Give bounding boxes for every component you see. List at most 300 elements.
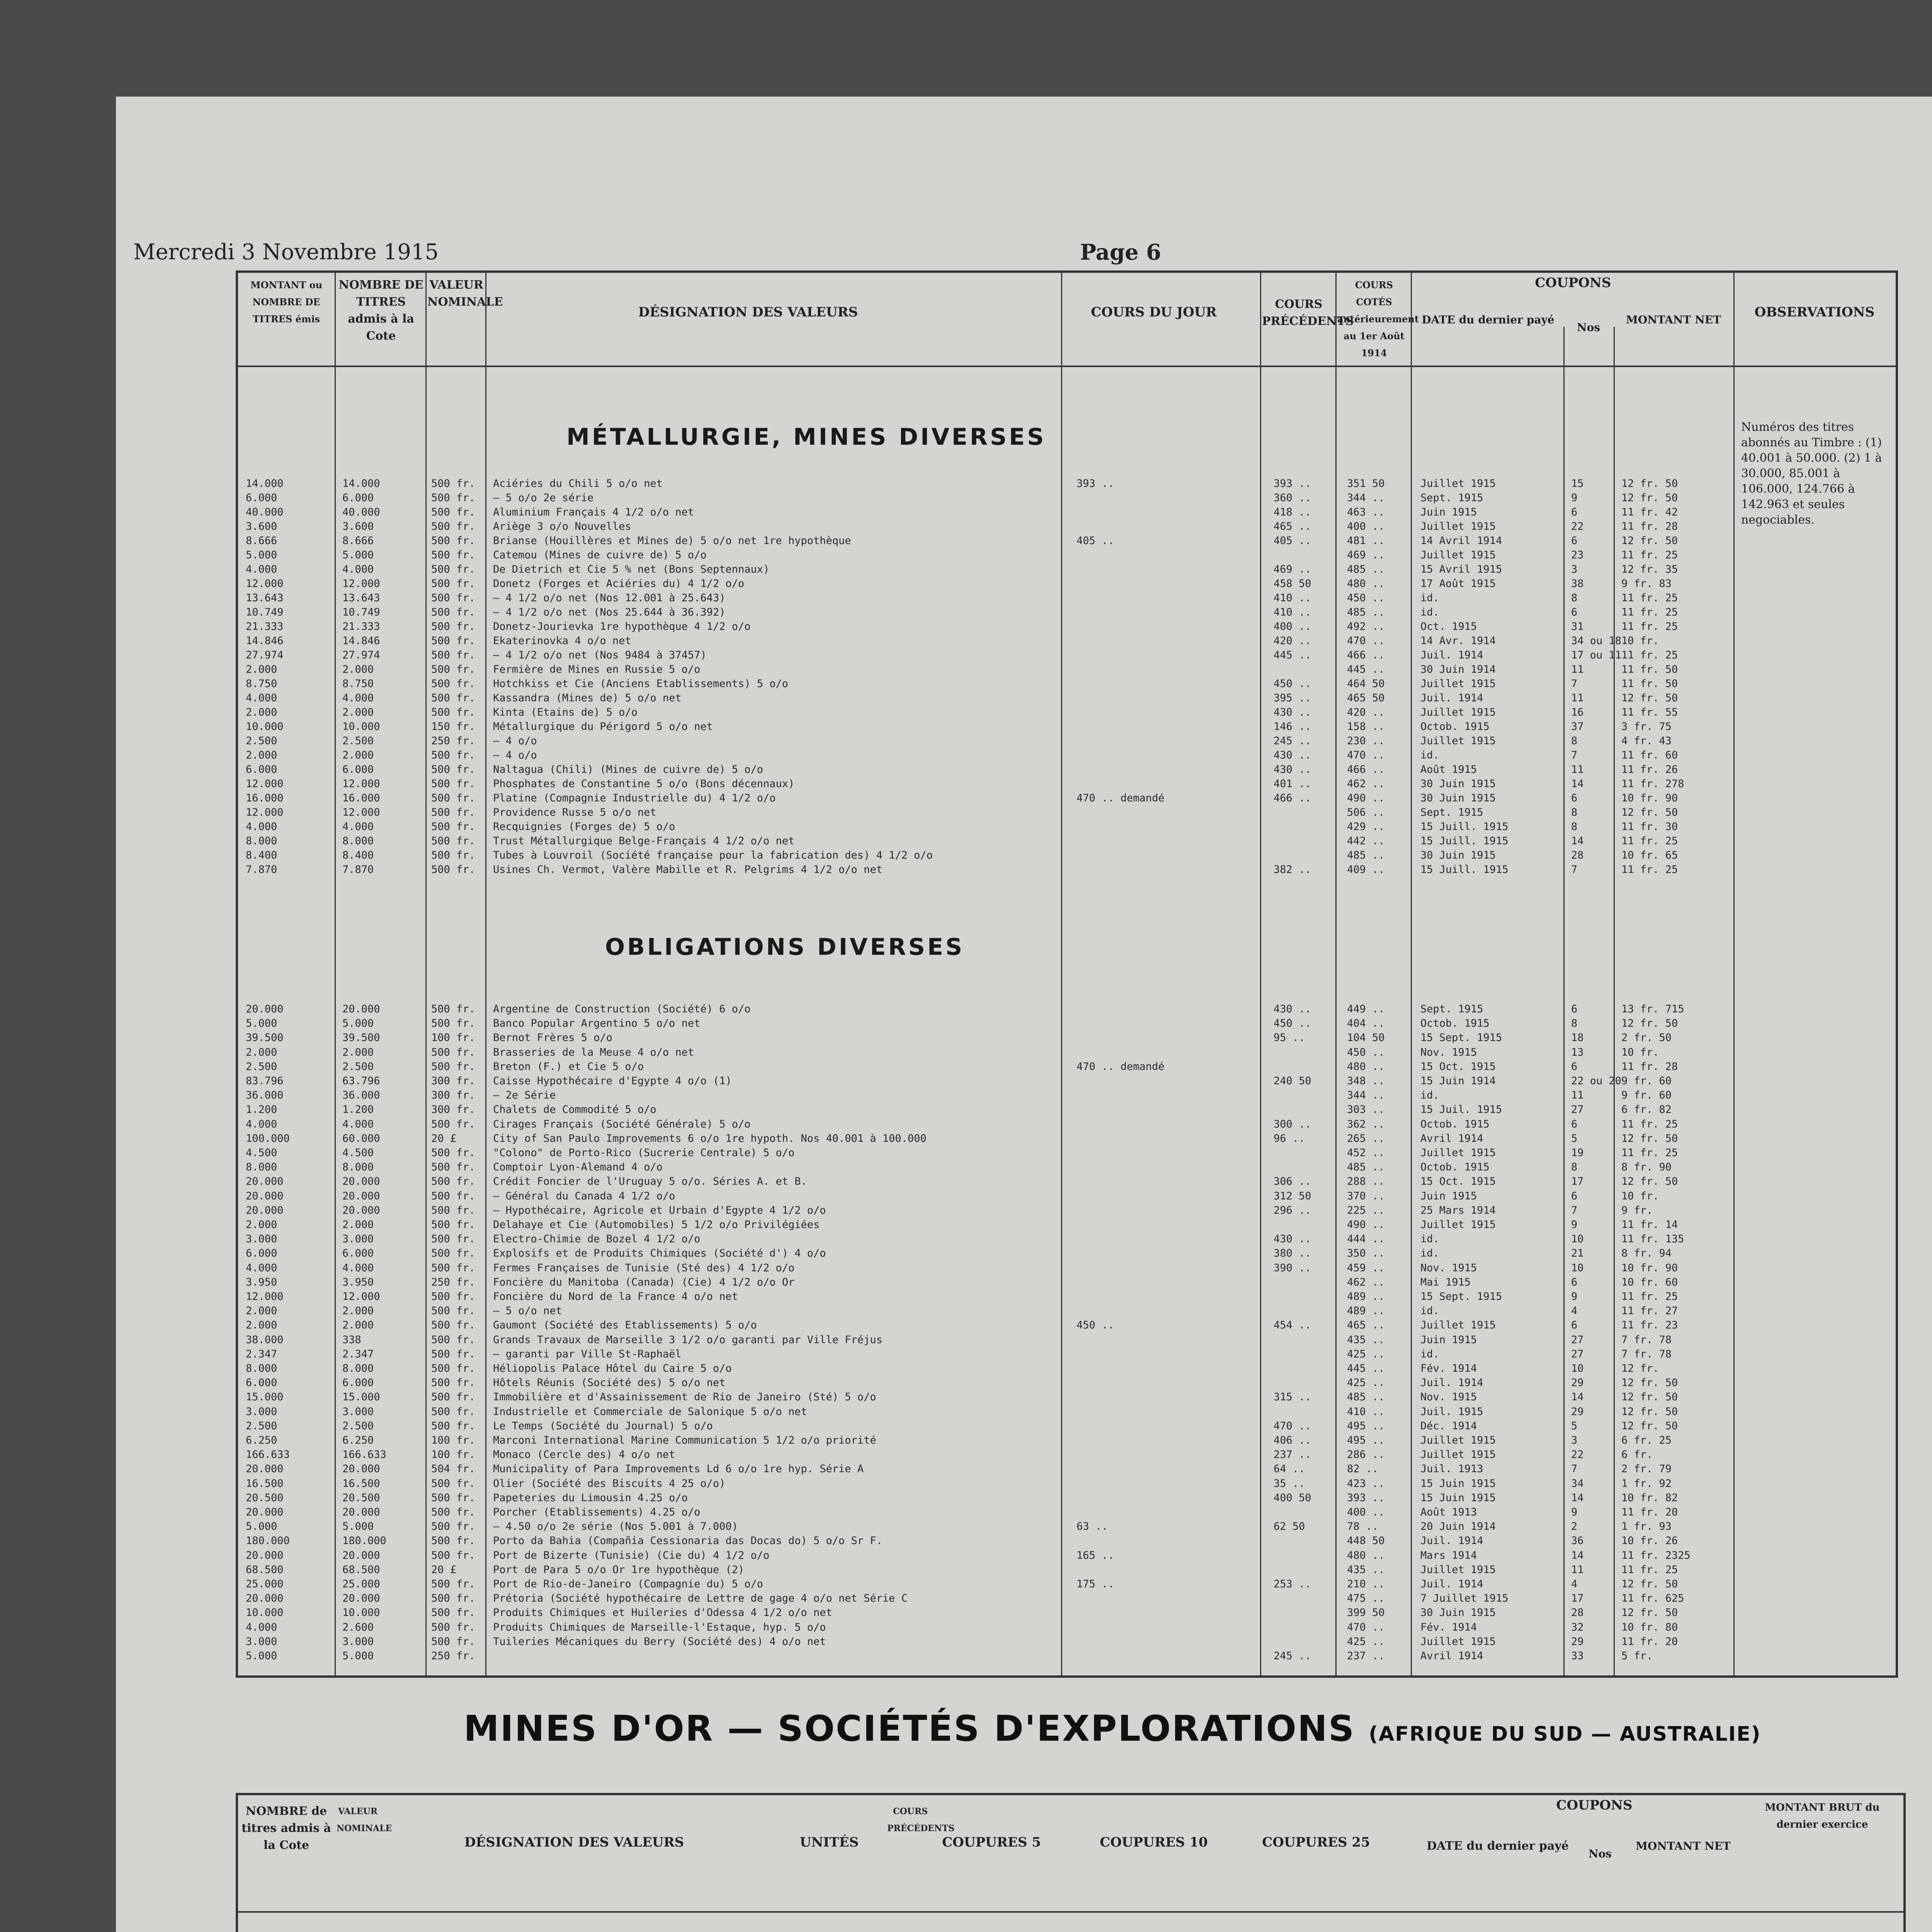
cell-designation: Papeteries du Limousin 4.25 o/o (493, 1492, 688, 1504)
cell-montant: 38.000 (246, 1333, 284, 1346)
cell-montant-net: 12 fr. 50 (1621, 692, 1678, 704)
cell-cours-1914: 470 .. (1347, 1621, 1385, 1633)
cell-montant-net: 12 fr. 50 (1621, 1578, 1678, 1590)
cell-designation: Brasseries de la Meuse 4 o/o net (493, 1046, 694, 1058)
cell-valeur: 500 fr. (431, 663, 475, 675)
cell-valeur: 500 fr. (431, 1060, 475, 1073)
cell-nombre: 20.500 (342, 1492, 380, 1504)
cell-valeur: 500 fr. (431, 1175, 475, 1188)
cell-numero: 33 (1571, 1650, 1584, 1662)
cell-designation: Foncière du Manitoba (Canada) (Cie) 4 1/2 o/o Or (493, 1276, 795, 1288)
cell-date: 15 Sept. 1915 (1420, 1032, 1502, 1044)
cell-cours-precedents: 450 .. (1274, 1017, 1311, 1030)
column-divider (1335, 273, 1337, 1675)
cell-date: Octob. 1915 (1420, 1017, 1490, 1030)
column-divider (335, 273, 336, 1675)
cell-montant-net: 1 fr. 93 (1621, 1520, 1672, 1533)
cell-nombre: 8.000 (342, 835, 374, 847)
cell-nombre: 60.000 (342, 1132, 380, 1145)
cell-numero: 9 (1571, 1219, 1578, 1231)
cell-cours-1914: 490 .. (1347, 1219, 1385, 1231)
cell-cours-1914: 429 .. (1347, 821, 1385, 833)
page-number: Page 6 (1080, 240, 1162, 265)
cell-nombre: 16.500 (342, 1477, 380, 1490)
cell-numero: 14 (1571, 1549, 1584, 1561)
cell-cours-precedents: 296 .. (1274, 1204, 1311, 1216)
cell-date: 15 Oct. 1915 (1420, 1060, 1496, 1073)
cell-valeur: 300 fr. (431, 1104, 475, 1116)
cell-numero: 31 (1571, 621, 1584, 633)
cell-designation: Monaco (Cercle des) 4 o/o net (493, 1449, 675, 1461)
cell-date: Juin 1915 (1420, 1333, 1477, 1346)
cell-date: id. (1420, 606, 1439, 618)
cell-nombre: 40.000 (342, 506, 380, 518)
cell-montant-net: 12 fr. 50 (1621, 1377, 1678, 1389)
cell-montant: 2.000 (246, 1319, 277, 1332)
cell-numero: 17 (1571, 1592, 1584, 1605)
cell-montant: 4.000 (246, 692, 277, 704)
cell-cours-1914: 444 .. (1347, 1233, 1385, 1245)
cell-valeur: 500 fr. (431, 1319, 475, 1332)
cell-date: Juillet 1915 (1420, 1219, 1496, 1231)
cell-montant-net: 7 fr. 78 (1621, 1348, 1672, 1360)
cell-cours-1914: 435 .. (1347, 1563, 1385, 1576)
cell-cours-1914: 404 .. (1347, 1017, 1385, 1030)
cell-cours-1914: 485 .. (1347, 849, 1385, 861)
cell-montant-net: 11 fr. 20 (1621, 1635, 1678, 1648)
cell-cours-jour: 405 .. (1077, 535, 1114, 547)
cell-montant: 12.000 (246, 778, 284, 790)
cell-montant-net: 10 fr. 26 (1621, 1535, 1678, 1547)
cell-date: Juillet 1915 (1420, 1449, 1496, 1461)
cell-date: Octob. 1915 (1420, 1118, 1490, 1130)
cell-montant-net: 12 fr. 50 (1621, 1607, 1678, 1619)
cell-montant: 13.643 (246, 592, 284, 604)
cell-cours-jour: 393 .. (1077, 478, 1114, 490)
cell-montant: 6.000 (246, 492, 277, 504)
cell-date: Fév. 1914 (1420, 1362, 1477, 1374)
cell-date: 30 Juin 1915 (1420, 849, 1496, 861)
cell-nombre: 3.000 (342, 1405, 374, 1418)
cell-montant-net: 10 fr. 90 (1621, 792, 1678, 804)
cell-designation: Argentine de Construction (Société) 6 o/o (493, 1003, 751, 1015)
cell-valeur: 504 fr. (431, 1463, 475, 1475)
cell-cours-precedents: 312 50 (1274, 1190, 1311, 1202)
cell-valeur: 500 fr. (431, 492, 475, 504)
cell-montant: 2.000 (246, 1046, 277, 1058)
cell-numero: 14 (1571, 1391, 1584, 1403)
cell-cours-1914: 485 .. (1347, 1391, 1385, 1403)
cell-cours-1914: 475 .. (1347, 1592, 1385, 1605)
cell-designation: Ekaterinovka 4 o/o net (493, 635, 631, 647)
cell-date: Juillet 1915 (1420, 1434, 1496, 1446)
cell-valeur: 250 fr. (431, 1276, 475, 1288)
cell-numero: 5 (1571, 1132, 1578, 1145)
cell-cours-precedents: 465 .. (1274, 520, 1311, 532)
cell-valeur: 500 fr. (431, 1578, 475, 1590)
cell-numero: 10 (1571, 1362, 1584, 1374)
cell-date: Nov. 1915 (1420, 1262, 1477, 1274)
cell-cours-precedents: 390 .. (1274, 1262, 1311, 1274)
cell-numero: 9 (1571, 1506, 1578, 1518)
cell-montant: 20.000 (246, 1549, 284, 1561)
cell-montant: 8.000 (246, 1362, 277, 1374)
cell-designation: Breton (F.) et Cie 5 o/o (493, 1060, 644, 1073)
cell-cours-precedents: 430 .. (1274, 749, 1311, 761)
cell-date: id. (1420, 1305, 1439, 1317)
cell-montant-net: 12 fr. (1621, 1362, 1659, 1374)
cell-cours-precedents: 418 .. (1274, 506, 1311, 518)
cell-montant: 20.000 (246, 1204, 284, 1216)
cell-nombre: 6.000 (342, 1247, 374, 1260)
cell-designation: Naltagua (Chili) (Mines de cuivre de) 5 o/o (493, 764, 763, 776)
cell-designation: Kinta (Etains de) 5 o/o (493, 706, 638, 718)
cell-montant-net: 1 fr. 92 (1621, 1477, 1672, 1490)
column-divider (1733, 273, 1735, 1675)
cell-valeur: 500 fr. (431, 678, 475, 690)
cell-montant-net: 11 fr. 25 (1621, 1291, 1678, 1303)
cell-designation: Aciéries du Chili 5 o/o net (493, 478, 663, 490)
cell-montant: 83.796 (246, 1075, 284, 1087)
cell-nombre: 2.000 (342, 1319, 374, 1332)
cell-numero: 11 (1571, 1563, 1584, 1576)
cell-montant: 2.000 (246, 706, 277, 718)
cell-montant-net: 10 fr. 90 (1621, 1262, 1678, 1274)
cell-montant: 3.000 (246, 1233, 277, 1245)
cell-valeur: 20 £ (431, 1132, 457, 1145)
cell-cours-1914: 466 .. (1347, 649, 1385, 661)
cell-nombre: 14.000 (342, 478, 380, 490)
cell-numero: 8 (1571, 592, 1578, 604)
cell-cours-1914: 348 .. (1347, 1075, 1385, 1087)
cell-date: Nov. 1915 (1420, 1391, 1477, 1403)
cell-valeur: 500 fr. (431, 806, 475, 818)
cell-designation: Grands Travaux de Marseille 3 1/2 o/o garanti par Ville Fréjus (493, 1333, 883, 1346)
cell-montant-net: 12 fr. 50 (1621, 1132, 1678, 1145)
cell-montant-net: 10 fr. 65 (1621, 849, 1678, 861)
cell-designation: Recquignies (Forges de) 5 o/o (493, 821, 675, 833)
cell-date: id. (1420, 592, 1439, 604)
cell-nombre: 3.950 (342, 1276, 374, 1288)
cell-nombre: 36.000 (342, 1089, 380, 1102)
cell-designation: Explosifs et de Produits Chimiques (Société d') 4 o/o (493, 1247, 826, 1260)
cell-montant: 20.000 (246, 1592, 284, 1605)
table-header (238, 1795, 1903, 1913)
cell-montant: 8.000 (246, 1161, 277, 1173)
cell-cours-1914: 400 .. (1347, 1506, 1385, 1518)
cell-montant-net: 7 fr. 78 (1621, 1333, 1672, 1346)
cell-cours-1914: 480 .. (1347, 578, 1385, 590)
cell-cours-precedents: 405 .. (1274, 535, 1311, 547)
cell-date: Oct. 1915 (1420, 621, 1477, 633)
column-divider (1061, 273, 1062, 1675)
cell-numero: 4 (1571, 1305, 1578, 1317)
cell-date: Octob. 1915 (1420, 721, 1490, 733)
cell-designation: Electro-Chimie de Bozel 4 1/2 o/o (493, 1233, 701, 1245)
cell-nombre: 20.000 (342, 1204, 380, 1216)
cell-cours-1914: 490 .. (1347, 792, 1385, 804)
cell-valeur: 500 fr. (431, 649, 475, 661)
cell-numero: 7 (1571, 1204, 1578, 1216)
cell-cours-1914: 399 50 (1347, 1607, 1385, 1619)
cell-numero: 14 (1571, 778, 1584, 790)
cell-valeur: 500 fr. (431, 1147, 475, 1159)
cell-montant: 8.666 (246, 535, 277, 547)
cell-nombre: 2.500 (342, 1060, 374, 1073)
cell-designation: Port de Bizerte (Tunisie) (Cie du) 4 1/2 o/o (493, 1549, 770, 1561)
cell-cours-precedents: 380 .. (1274, 1247, 1311, 1260)
cell-date: 15 Juill. 1915 (1420, 821, 1509, 833)
cell-cours-1914: 265 .. (1347, 1132, 1385, 1145)
cell-cours-precedents: 35 .. (1274, 1477, 1305, 1490)
cell-montant: 14.000 (246, 478, 284, 490)
cell-designation: Donetz (Forges et Aciéries du) 4 1/2 o/o (493, 578, 745, 590)
cell-montant-net: 8 fr. 90 (1621, 1161, 1672, 1173)
cell-nombre: 4.000 (342, 692, 374, 704)
cell-montant-net: 4 fr. 43 (1621, 735, 1672, 747)
cell-montant: 6.250 (246, 1434, 277, 1446)
cell-cours-precedents: 470 .. (1274, 1420, 1311, 1432)
cell-numero: 13 (1571, 1046, 1584, 1058)
cell-cours-1914: 465 .. (1347, 1319, 1385, 1332)
cell-designation: — 4 o/o (493, 749, 537, 761)
cell-nombre: 8.666 (342, 535, 374, 547)
cell-designation: Fermes Françaises de Tunisie (Sté des) 4 1/2 o/o (493, 1262, 795, 1274)
cell-designation: — 4 1/2 o/o net (Nos 9484 à 37457) (493, 649, 707, 661)
cell-nombre: 4.000 (342, 563, 374, 575)
cell-cours-precedents: 95 .. (1274, 1032, 1305, 1044)
cell-designation: Foncière du Nord de la France 4 o/o net (493, 1291, 738, 1303)
cell-montant: 8.400 (246, 849, 277, 861)
cell-nombre: 8.400 (342, 849, 374, 861)
cell-numero: 7 (1571, 749, 1578, 761)
cell-montant-net: 6 fr. 82 (1621, 1104, 1672, 1116)
cell-montant: 20.000 (246, 1463, 284, 1475)
cell-montant: 5.000 (246, 549, 277, 561)
cell-numero: 28 (1571, 849, 1584, 861)
cell-cours-1914: 462 .. (1347, 778, 1385, 790)
cell-cours-precedents: 245 .. (1274, 735, 1311, 747)
cell-montant-net: 2 fr. 79 (1621, 1463, 1672, 1475)
cell-cours-1914: 225 .. (1347, 1204, 1385, 1216)
cell-numero: 7 (1571, 864, 1578, 876)
cell-montant: 10.000 (246, 1607, 284, 1619)
cell-montant-net: 11 fr. 55 (1621, 706, 1678, 718)
cell-numero: 19 (1571, 1147, 1584, 1159)
cell-designation: Gaumont (Société des Etablissements) 5 o/o (493, 1319, 757, 1332)
cell-montant: 10.000 (246, 721, 284, 733)
cell-nombre: 6.000 (342, 492, 374, 504)
cell-date: Juillet 1915 (1420, 678, 1496, 690)
cell-valeur: 20 £ (431, 1563, 457, 1576)
cell-montant: 40.000 (246, 506, 284, 518)
cell-valeur: 500 fr. (431, 1348, 475, 1360)
header-date-paye: DATE du dernier payé (1427, 1839, 1569, 1853)
cell-date: Juil. 1914 (1420, 692, 1483, 704)
cell-numero: 4 (1571, 1578, 1578, 1590)
cell-date: 25 Mars 1914 (1420, 1204, 1496, 1216)
header-coupures-5: COUPURES 5 (942, 1835, 1041, 1850)
observations-note: Numéros des titres abonnés au Timbre : (1) 40.001 à 50.000. (2) 1 à 30.000, 85.001 à 106.000, 124.766 à 142.963 et seules negociables. (1741, 420, 1882, 527)
cell-numero: 27 (1571, 1104, 1584, 1116)
cell-numero: 9 (1571, 492, 1578, 504)
cell-designation: Prétoria (Société hypothécaire de Lettre de gage 4 o/o net Série C (493, 1592, 908, 1605)
cell-designation: Usines Ch. Vermot, Valère Mabille et R. Pelgrims 4 1/2 o/o net (493, 864, 883, 876)
cell-valeur: 500 fr. (431, 835, 475, 847)
cell-montant-net: 12 fr. 50 (1621, 1420, 1678, 1432)
cell-montant: 2.000 (246, 663, 277, 675)
mines-or-title (464, 1708, 1761, 1749)
cell-cours-precedents: 458 50 (1274, 578, 1311, 590)
cell-valeur: 500 fr. (431, 563, 475, 575)
cell-designation: — 4.50 o/o 2e série (Nos 5.001 à 7.000) (493, 1520, 738, 1533)
cell-cours-1914: 425 .. (1347, 1348, 1385, 1360)
cell-valeur: 500 fr. (431, 1535, 475, 1547)
cell-montant-net: 11 fr. 2325 (1621, 1549, 1690, 1561)
cell-cours-1914: 420 .. (1347, 706, 1385, 718)
cell-numero: 7 (1571, 1463, 1578, 1475)
cell-montant: 5.000 (246, 1520, 277, 1533)
cell-cours-1914: 485 .. (1347, 563, 1385, 575)
mines-or-title-main: MINES D'OR — SOCIÉTÉS D'EXPLORATIONS (464, 1708, 1355, 1749)
header-unites: UNITÉS (799, 1835, 859, 1850)
cell-valeur: 500 fr. (431, 821, 475, 833)
cell-date: 14 Avr. 1914 (1420, 635, 1496, 647)
cell-numero: 29 (1571, 1377, 1584, 1389)
cell-valeur: 500 fr. (431, 478, 475, 490)
cell-numero: 10 (1571, 1262, 1584, 1274)
cell-cours-1914: 465 50 (1347, 692, 1385, 704)
cell-numero: 17 (1571, 1175, 1584, 1188)
cell-montant: 6.000 (246, 1377, 277, 1389)
cell-montant: 10.749 (246, 606, 284, 618)
cell-valeur: 500 fr. (431, 606, 475, 618)
cell-nombre: 4.000 (342, 1118, 374, 1130)
cell-nombre: 6.250 (342, 1434, 374, 1446)
cell-nombre: 12.000 (342, 1291, 380, 1303)
cell-date: 17 Août 1915 (1420, 578, 1496, 590)
cell-cours-jour: 470 .. demandé (1077, 1060, 1165, 1073)
cell-montant: 20.000 (246, 1003, 284, 1015)
cell-cours-1914: 210 .. (1347, 1578, 1385, 1590)
cell-date: Avril 1914 (1420, 1132, 1483, 1145)
cell-cours-1914: 393 .. (1347, 1492, 1385, 1504)
cell-montant-net: 11 fr. 25 (1621, 549, 1678, 561)
cell-nombre: 15.000 (342, 1391, 380, 1403)
cell-designation: Port de Para 5 o/o Or 1re hypothèque (2) (493, 1563, 745, 1576)
cell-cours-1914: 492 .. (1347, 621, 1385, 633)
cell-date: Juillet 1915 (1420, 1563, 1496, 1576)
cell-montant-net: 11 fr. 28 (1621, 520, 1678, 532)
cell-date: Sept. 1915 (1420, 1003, 1483, 1015)
cell-montant-net: 11 fr. 25 (1621, 835, 1678, 847)
cell-cours-precedents: 64 .. (1274, 1463, 1305, 1475)
cell-nombre: 6.000 (342, 764, 374, 776)
cell-designation: Donetz-Jourievka 1re hypothèque 4 1/2 o/o (493, 621, 751, 633)
cell-numero: 6 (1571, 606, 1578, 618)
cell-montant-net: 10 fr. 80 (1621, 1621, 1678, 1633)
cell-cours-precedents: 445 .. (1274, 649, 1311, 661)
header-coupons: COUPONS (1535, 275, 1611, 291)
cell-designation: "Colono" de Porto-Rico (Sucrerie Centrale) 5 o/o (493, 1147, 795, 1159)
cell-numero: 15 (1571, 478, 1584, 490)
cell-montant: 25.000 (246, 1578, 284, 1590)
column-divider (1614, 327, 1615, 1675)
cell-valeur: 500 fr. (431, 1635, 475, 1648)
cell-designation: Industrielle et Commerciale de Salonique 5 o/o net (493, 1405, 807, 1418)
cell-numero: 6 (1571, 1003, 1578, 1015)
cell-date: Juillet 1915 (1420, 706, 1496, 718)
cell-numero: 27 (1571, 1333, 1584, 1346)
cell-valeur: 500 fr. (431, 1592, 475, 1605)
cell-valeur: 300 fr. (431, 1089, 475, 1102)
header-valeur: VALEUR NOMINALE (427, 278, 503, 309)
cell-nombre: 5.000 (342, 1017, 374, 1030)
cell-montant: 7.870 (246, 864, 277, 876)
header-montant-net: MONTANT NET (1636, 1840, 1731, 1852)
cell-montant-net: 12 fr. 50 (1621, 1405, 1678, 1418)
cell-date: 15 Juill. 1915 (1420, 864, 1509, 876)
cell-numero: 3 (1571, 1434, 1578, 1446)
cell-montant: 2.500 (246, 1060, 277, 1073)
cell-montant: 2.000 (246, 1219, 277, 1231)
cell-nombre: 14.846 (342, 635, 380, 647)
cell-montant-net: 11 fr. 14 (1621, 1219, 1678, 1231)
cell-numero: 6 (1571, 1319, 1578, 1332)
cell-valeur: 500 fr. (431, 1233, 475, 1245)
cell-date: id. (1420, 1348, 1439, 1360)
cell-numero: 10 (1571, 1233, 1584, 1245)
cell-montant: 4.000 (246, 1118, 277, 1130)
cell-montant: 8.750 (246, 678, 277, 690)
cell-designation: Porcher (Etablissements) 4.25 o/o (493, 1506, 701, 1518)
cell-numero: 29 (1571, 1635, 1584, 1648)
cell-cours-jour: 165 .. (1077, 1549, 1114, 1561)
mines-or-table (236, 1793, 1906, 1932)
cell-cours-1914: 450 .. (1347, 1046, 1385, 1058)
cell-designation: Catemou (Mines de cuivre de) 5 o/o (493, 549, 707, 561)
cell-nombre: 12.000 (342, 578, 380, 590)
cell-cours-precedents: 315 .. (1274, 1391, 1311, 1403)
cell-numero: 2 (1571, 1520, 1578, 1533)
cell-montant: 4.000 (246, 1262, 277, 1274)
cell-numero: 21 (1571, 1247, 1584, 1260)
cell-numero: 7 (1571, 678, 1578, 690)
cell-designation: — 4 o/o (493, 735, 537, 747)
cell-montant: 100.000 (246, 1132, 290, 1145)
cell-cours-1914: 237 .. (1347, 1650, 1385, 1662)
cell-designation: Trust Métallurgique Belge-Français 4 1/2 o/o net (493, 835, 795, 847)
cell-date: Juillet 1915 (1420, 478, 1496, 490)
cell-montant-net: 2 fr. 50 (1621, 1032, 1672, 1044)
cell-numero: 37 (1571, 721, 1584, 733)
cell-montant-net: 9 fr. 83 (1621, 578, 1672, 590)
cell-cours-precedents: 430 .. (1274, 1233, 1311, 1245)
cell-montant: 12.000 (246, 578, 284, 590)
cell-nombre: 2.000 (342, 749, 374, 761)
cell-cours-precedents: 306 .. (1274, 1175, 1311, 1188)
cell-date: Juillet 1915 (1420, 1319, 1496, 1332)
cell-montant-net: 12 fr. 50 (1621, 1391, 1678, 1403)
cell-cours-precedents: 253 .. (1274, 1578, 1311, 1590)
cell-valeur: 500 fr. (431, 1520, 475, 1533)
cell-nombre: 20.000 (342, 1190, 380, 1202)
cell-numero: 11 (1571, 692, 1584, 704)
cell-designation: — Hypothécaire, Agricole et Urbain d'Egypte 4 1/2 o/o (493, 1204, 826, 1216)
cell-cours-1914: 489 .. (1347, 1291, 1385, 1303)
section-title-obligations: OBLIGATIONS DIVERSES (605, 934, 965, 961)
cell-cours-1914: 459 .. (1347, 1262, 1385, 1274)
